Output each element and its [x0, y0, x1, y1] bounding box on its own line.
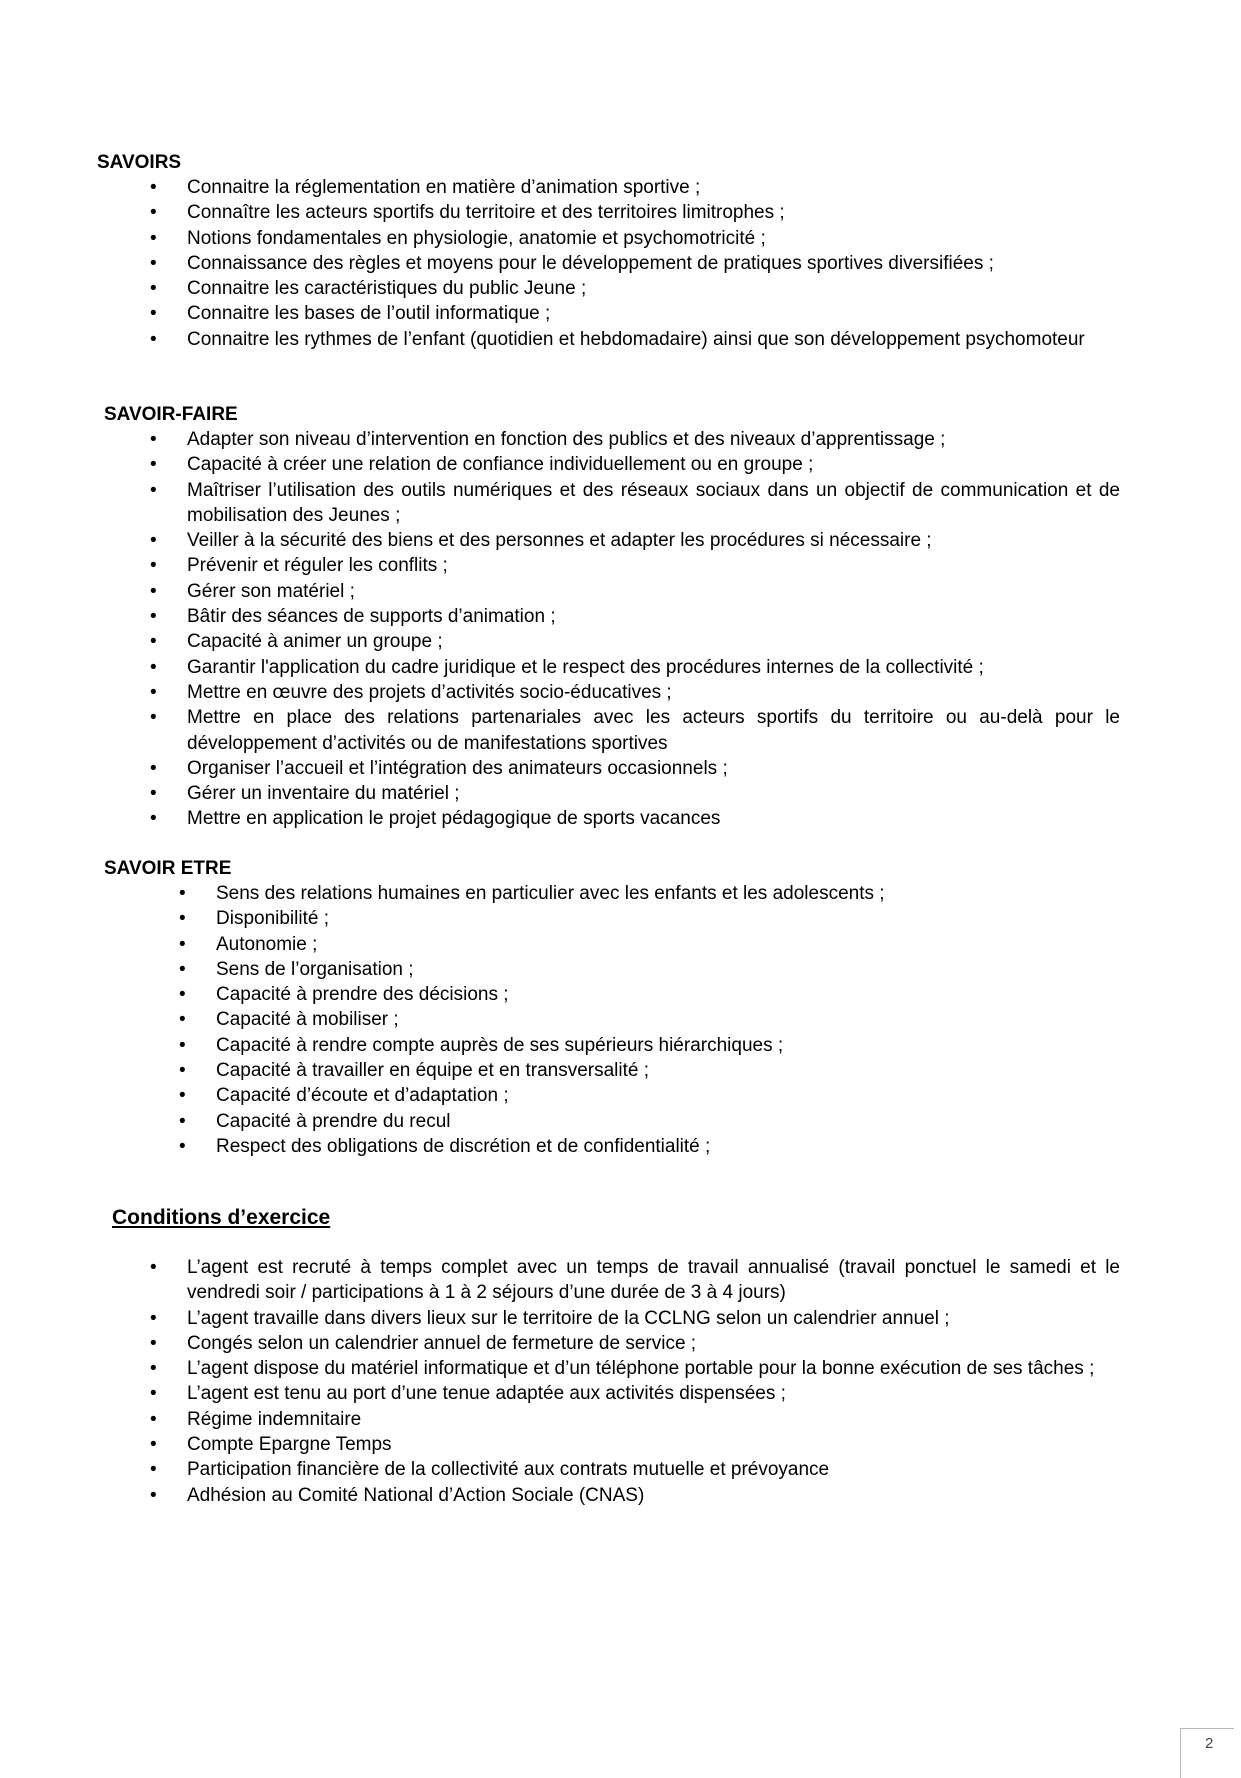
bullet-icon: • — [150, 1408, 157, 1430]
list-item — [104, 781, 1120, 806]
list-item — [97, 276, 1120, 301]
list-item — [97, 327, 1120, 352]
bullet-list-savoir-etre — [104, 881, 1120, 1159]
list-item-text: Gérer un inventaire du matériel ; — [187, 783, 460, 805]
list-item-text: Garantir l'application du cadre juridique et le respect des procédures internes de la collectivité ; — [187, 656, 984, 678]
list-item — [104, 1083, 1120, 1108]
list-item-text: Connaitre les bases de l’outil informatique ; — [187, 303, 551, 325]
list-item-text: Sens de l’organisation ; — [216, 958, 414, 980]
list-item — [112, 1407, 1120, 1432]
bullet-icon: • — [179, 1135, 186, 1157]
bullet-icon: • — [150, 1358, 157, 1380]
bullet-icon: • — [179, 933, 186, 955]
bullet-icon: • — [150, 530, 157, 552]
list-item-text: Régime indemnitaire — [187, 1408, 362, 1430]
bullet-icon: • — [150, 555, 157, 577]
bullet-list-savoirs — [97, 175, 1120, 352]
list-item — [104, 756, 1120, 781]
list-item — [97, 301, 1120, 326]
list-item-text: L’agent est tenu au port d’une tenue adaptée aux activités dispensées ; — [187, 1383, 786, 1405]
list-item — [112, 1457, 1120, 1482]
list-item-text: Capacité à travailler en équipe et en transversalité ; — [216, 1060, 650, 1082]
bullet-icon: • — [150, 783, 157, 805]
list-item — [112, 1356, 1120, 1381]
list-item-text: Connaitre les caractéristiques du public Jeune ; — [187, 278, 587, 300]
list-item-text: Maîtriser l’utilisation des outils numériques et des réseaux sociaux dans un objectif de communication et de mobilisation des Jeunes ; — [187, 479, 1120, 526]
list-item — [104, 806, 1120, 831]
list-item-text: Capacité à prendre des décisions ; — [216, 984, 509, 1006]
list-item — [112, 1381, 1120, 1406]
list-item — [104, 1007, 1120, 1032]
list-item — [104, 579, 1120, 604]
list-item — [112, 1255, 1120, 1306]
bullet-icon: • — [150, 580, 157, 602]
list-item — [112, 1483, 1120, 1508]
bullet-icon: • — [150, 606, 157, 628]
bullet-icon: • — [150, 707, 157, 729]
bullet-icon: • — [150, 656, 157, 678]
list-item — [104, 604, 1120, 629]
bullet-icon: • — [150, 429, 157, 450]
bullet-icon: • — [150, 1434, 157, 1456]
list-item-text: Sens des relations humaines en particulier avec les enfants et les adolescents ; — [216, 883, 885, 904]
list-item-text: Notions fondamentales en physiologie, anatomie et psychomotricité ; — [187, 227, 766, 249]
list-item-text: Bâtir des séances de supports d’animation ; — [187, 606, 556, 628]
list-item-text: Capacité à rendre compte auprès de ses supérieurs hiérarchiques ; — [216, 1034, 784, 1056]
list-item — [104, 680, 1120, 705]
bullet-list-conditions — [112, 1255, 1120, 1508]
list-item-text: Connaître les acteurs sportifs du territoire et des territoires limitrophes ; — [187, 202, 785, 224]
list-item-text: Disponibilité ; — [216, 908, 329, 930]
bullet-icon: • — [150, 1484, 157, 1506]
page-number: 2 — [1205, 1735, 1214, 1752]
list-item — [97, 175, 1120, 200]
list-item — [112, 1432, 1120, 1457]
list-item-text: Veiller à la sécurité des biens et des personnes et adapter les procédures si nécessaire ; — [187, 530, 932, 552]
list-item-text: Organiser l’accueil et l’intégration des animateurs occasionnels ; — [187, 757, 728, 779]
bullet-icon: • — [150, 303, 157, 325]
list-item — [104, 881, 1120, 906]
list-item-text: Prévenir et réguler les conflits ; — [187, 555, 448, 577]
list-item-text: Capacité d’écoute et d’adaptation ; — [216, 1085, 509, 1107]
bullet-icon: • — [150, 808, 157, 830]
bullet-icon: • — [150, 278, 157, 300]
list-item-text: Autonomie ; — [216, 933, 318, 955]
section-heading: SAVOIR ETRE — [104, 858, 232, 879]
list-item-text: Respect des obligations de discrétion et de confidentialité ; — [216, 1135, 711, 1157]
bullet-icon: • — [150, 1459, 157, 1481]
list-item — [104, 655, 1120, 680]
list-item — [104, 629, 1120, 654]
list-item — [104, 705, 1120, 756]
list-item — [104, 906, 1120, 931]
bullet-icon: • — [150, 1307, 157, 1329]
bullet-icon: • — [150, 454, 157, 476]
bullet-icon: • — [150, 1332, 157, 1354]
list-item-text: Gérer son matériel ; — [187, 580, 355, 602]
list-item — [104, 1134, 1120, 1159]
bullet-icon: • — [150, 681, 157, 703]
bullet-icon: • — [179, 1009, 186, 1031]
list-item-text: Capacité à prendre du recul — [216, 1110, 451, 1132]
list-item-text: Capacité à créer une relation de confiance individuellement ou en groupe ; — [187, 454, 814, 476]
section-conditions — [112, 1204, 1120, 1508]
section-savoir-faire — [104, 402, 1120, 832]
section-savoir-etre — [104, 856, 1120, 1159]
list-item-text: Capacité à animer un groupe ; — [187, 631, 443, 653]
bullet-icon: • — [150, 252, 157, 274]
bullet-icon: • — [150, 328, 157, 350]
list-item — [97, 200, 1120, 225]
section-heading: SAVOIR-FAIRE — [104, 404, 238, 425]
list-item-text: L’agent dispose du matériel informatique et d’un téléphone portable pour la bonne exécution de ses tâches ; — [187, 1358, 1095, 1380]
section-savoirs — [97, 150, 1120, 352]
list-item — [112, 1331, 1120, 1356]
bullet-icon: • — [179, 908, 186, 930]
list-item-text: Congés selon un calendrier annuel de fermeture de service ; — [187, 1332, 697, 1354]
bullet-icon: • — [150, 227, 157, 249]
list-item-text: Adhésion au Comité National d’Action Sociale (CNAS) — [187, 1484, 645, 1506]
bullet-icon: • — [179, 1110, 186, 1132]
bullet-icon: • — [179, 1060, 186, 1082]
list-item — [104, 528, 1120, 553]
list-item-text: Mettre en œuvre des projets d’activités socio-éducatives ; — [187, 681, 672, 703]
list-item — [104, 478, 1120, 529]
list-item — [104, 932, 1120, 957]
list-item-text: Mettre en application le projet pédagogique de sports vacances — [187, 808, 721, 830]
bullet-icon: • — [150, 177, 157, 198]
list-item-text: Capacité à mobiliser ; — [216, 1009, 399, 1031]
list-item — [104, 982, 1120, 1007]
list-item-text: L’agent est recruté à temps complet avec un temps de travail annualisé (travail ponctuel le samedi et le vendredi soir / participations à 1 à 2 séjours d’une durée de 3 à 4 jours) — [187, 1257, 1120, 1304]
bullet-icon: • — [179, 984, 186, 1006]
list-item-text: Connaissance des règles et moyens pour le développement de pratiques sportives diversifiées ; — [187, 252, 994, 274]
bullet-icon: • — [150, 202, 157, 224]
bullet-list-savoir-faire — [104, 427, 1120, 832]
list-item — [104, 427, 1120, 452]
bullet-icon: • — [150, 1257, 157, 1278]
list-item-text: Adapter son niveau d’intervention en fonction des publics et des niveaux d’apprentissage ; — [187, 429, 946, 450]
list-item — [112, 1306, 1120, 1331]
list-item-text: Connaitre les rythmes de l’enfant (quotidien et hebdomadaire) ainsi que son développement psychomoteur — [187, 328, 1085, 350]
list-item — [104, 1109, 1120, 1134]
list-item — [104, 1058, 1120, 1083]
list-item-text: L’agent travaille dans divers lieux sur le territoire de la CCLNG selon un calendrier annuel ; — [187, 1307, 950, 1329]
bullet-icon: • — [150, 479, 157, 501]
list-item — [104, 553, 1120, 578]
bullet-icon: • — [179, 958, 186, 980]
section-heading: SAVOIRS — [97, 152, 182, 173]
list-item — [104, 1033, 1120, 1058]
list-item — [104, 957, 1120, 982]
list-item-text: Compte Epargne Temps — [187, 1434, 392, 1456]
bullet-icon: • — [150, 631, 157, 653]
bullet-icon: • — [150, 1383, 157, 1405]
list-item — [97, 226, 1120, 251]
section-heading: Conditions d’exercice — [112, 1206, 331, 1229]
list-item — [97, 251, 1120, 276]
list-item — [104, 452, 1120, 477]
bullet-icon: • — [150, 757, 157, 779]
bullet-icon: • — [179, 1085, 186, 1107]
bullet-icon: • — [179, 1034, 186, 1056]
list-item-text: Mettre en place des relations partenariales avec les acteurs sportifs du territoire ou au-delà pour le développement d’activités ou de manifestations sportives — [187, 707, 1120, 754]
bullet-icon: • — [179, 883, 186, 904]
list-item-text: Participation financière de la collectivité aux contrats mutuelle et prévoyance — [187, 1459, 830, 1481]
list-item-text: Connaitre la réglementation en matière d’animation sportive ; — [187, 177, 701, 198]
